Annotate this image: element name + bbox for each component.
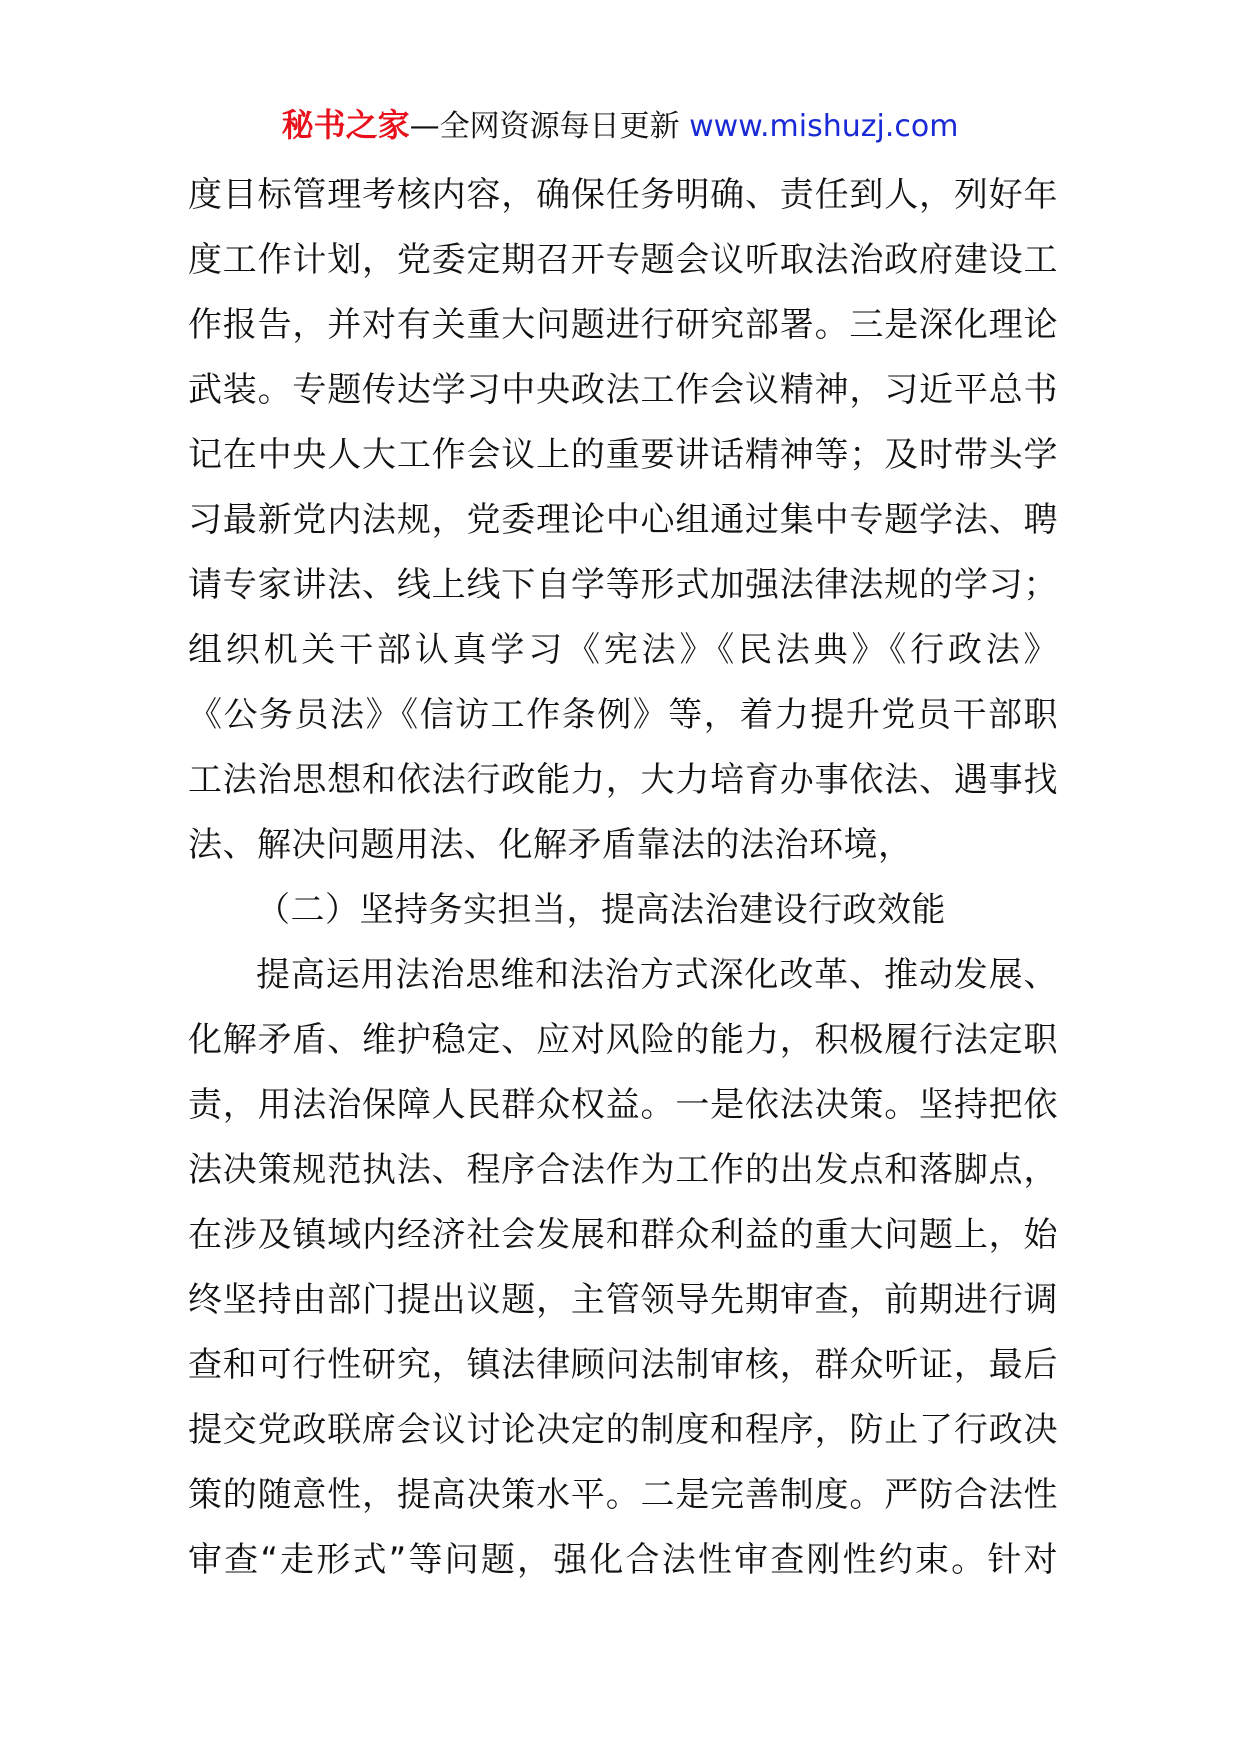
text-line: 提高运用法治思维和法治方式深化改革、推动发展、 [256, 955, 1058, 995]
text-line: 记在中央人大工作会议上的重要讲话精神等；及时带头学 [188, 435, 1058, 475]
text-line: 度目标管理考核内容，确保任务明确、责任到人，列好年 [188, 175, 1058, 215]
text-line: 工法治思想和依法行政能力，大力培育办事依法、遇事找 [188, 760, 1058, 800]
brand-name: 秘书之家 [281, 106, 410, 144]
text-line: 法决策规范执法、程序合法作为工作的出发点和落脚点， [188, 1150, 1058, 1190]
text-line: 提交党政联席会议讨论决定的制度和程序，防止了行政决 [188, 1410, 1058, 1450]
text-line: 在涉及镇域内经济社会发展和群众利益的重大问题上，始 [188, 1215, 1058, 1255]
text-line: 武装。专题传达学习中央政法工作会议精神，习近平总书 [188, 370, 1058, 410]
header-tagline: —全网资源每日更新 [409, 109, 690, 144]
text-line: 策的随意性，提高决策水平。二是完善制度。严防合法性 [188, 1475, 1058, 1515]
site-header [0, 103, 1240, 149]
document-body [188, 163, 1058, 1593]
text-line: 作报告，并对有关重大问题进行研究部署。三是深化理论 [188, 305, 1058, 345]
site-url-link[interactable]: www.mishuzj.com [689, 109, 959, 144]
text-line: 终坚持由部门提出议题，主管领导先期审查，前期进行调 [188, 1280, 1058, 1320]
text-line: 度工作计划，党委定期召开专题会议听取法治政府建设工 [188, 240, 1058, 280]
text-line: 《公务员法》《信访工作条例》等，着力提升党员干部职 [188, 695, 1058, 735]
text-line: 审查“走形式”等问题，强化合法性审查刚性约束。针对 [188, 1540, 1058, 1580]
text-line: 法、解决问题用法、化解矛盾靠法的法治环境， [188, 825, 913, 865]
text-line: 责，用法治保障人民群众权益。一是依法决策。坚持把依 [188, 1085, 1058, 1125]
text-line: 请专家讲法、线上线下自学等形式加强法律法规的学习； [188, 565, 1058, 605]
text-line: 习最新党内法规，党委理论中心组通过集中专题学法、聘 [188, 500, 1058, 540]
text-line: 组织机关干部认真学习《宪法》《民法典》《行政法》 [188, 630, 1058, 670]
text-line: （二）坚持务实担当，提高法治建设行政效能 [256, 890, 946, 930]
text-line: 化解矛盾、维护稳定、应对风险的能力，积极履行法定职 [188, 1020, 1058, 1060]
text-line: 查和可行性研究，镇法律顾问法制审核，群众听证，最后 [188, 1345, 1058, 1385]
